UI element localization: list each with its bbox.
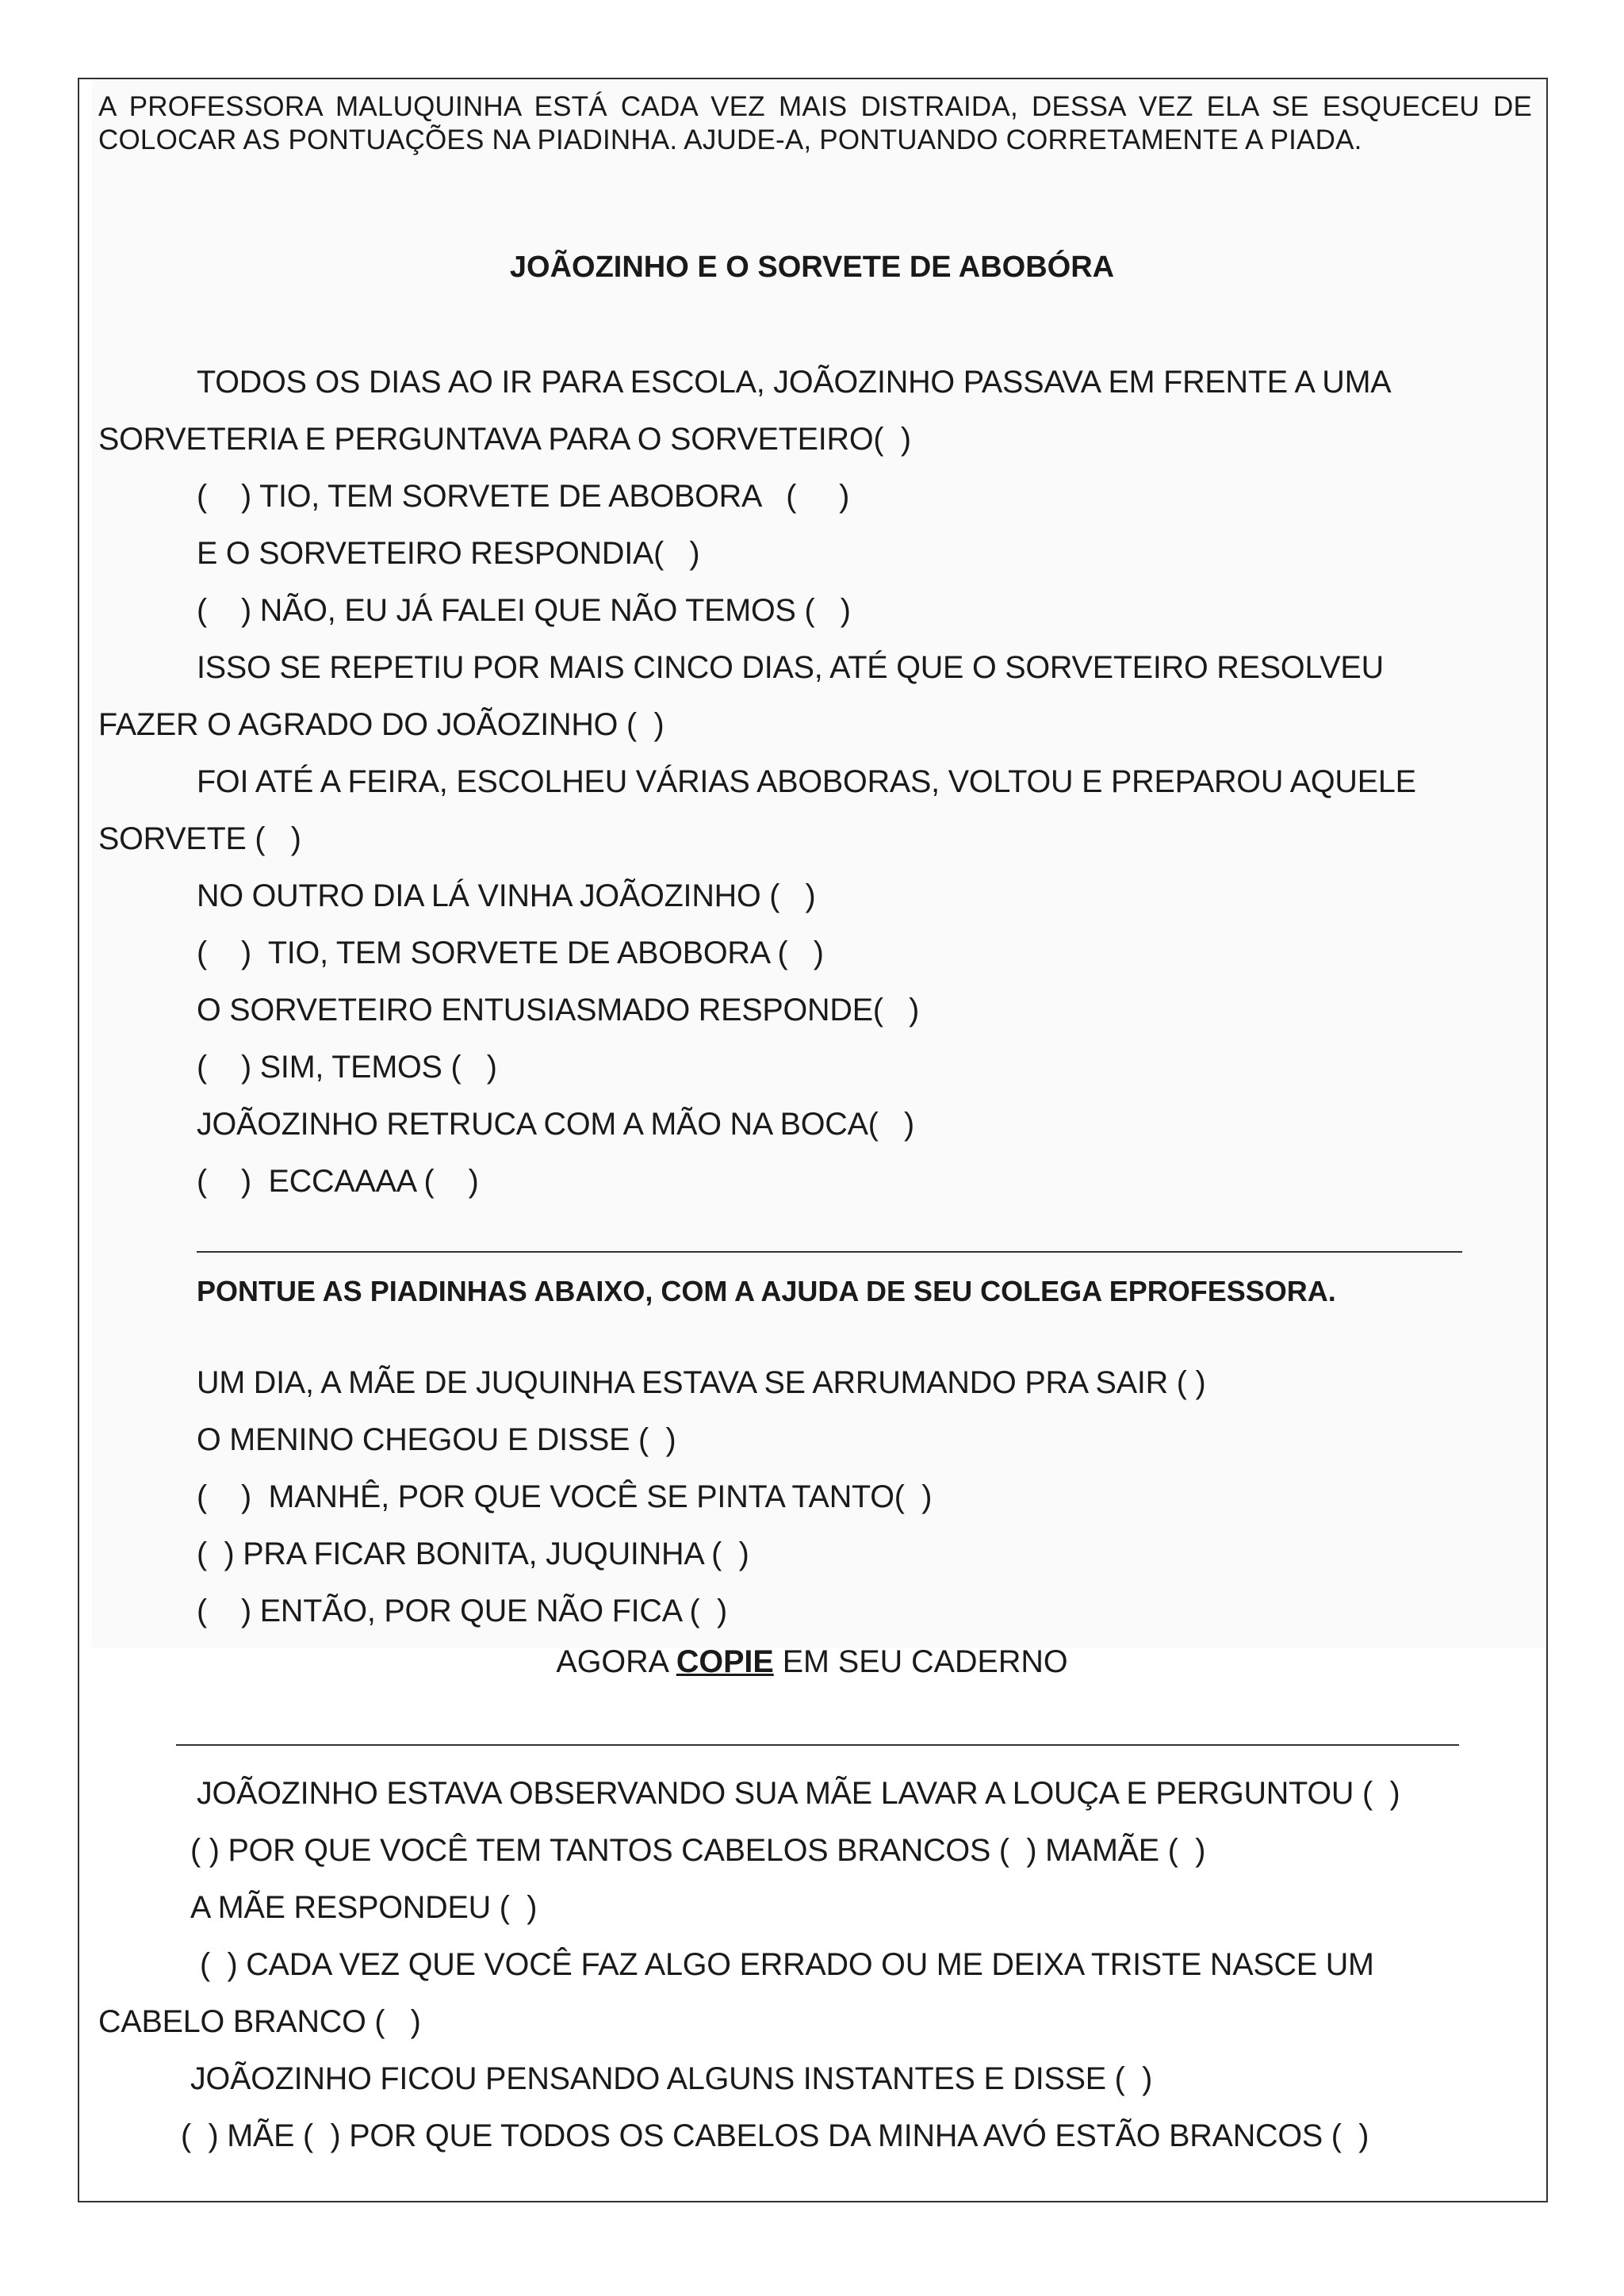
story2-line: ( ) MANHÊ, POR QUE VOCÊ SE PINTA TANTO( ) bbox=[197, 1479, 933, 1514]
story1-line: ( ) SIM, TEMOS ( ) bbox=[197, 1050, 497, 1085]
story1-line: SORVETE ( ) bbox=[98, 821, 301, 856]
section-heading: PONTUE AS PIADINHAS ABAIXO, COM A AJUDA DE SEU COLEGA EPROFESSORA. bbox=[197, 1275, 1336, 1307]
story3-line: CABELO BRANCO ( ) bbox=[98, 2004, 421, 2039]
story1-line: O SORVETEIRO ENTUSIASMADO RESPONDE( ) bbox=[197, 993, 920, 1027]
story1-line: JOÃOZINHO RETRUCA COM A MÃO NA BOCA( ) bbox=[197, 1107, 914, 1142]
story3-line: ( ) CADA VEZ QUE VOCÊ FAZ ALGO ERRADO OU ME DEIXA TRISTE NASCE UM bbox=[200, 1947, 1374, 1982]
divider-line bbox=[197, 1251, 1462, 1253]
story-title: JOÃOZINHO E O SORVETE DE ABOBÓRA bbox=[509, 251, 1115, 284]
copy-instruction-emphasis: COPIE bbox=[676, 1644, 774, 1679]
story2-line: ( ) ENTÃO, POR QUE NÃO FICA ( ) bbox=[197, 1594, 727, 1628]
story1-line: ( ) TIO, TEM SORVETE DE ABOBORA ( ) bbox=[197, 479, 850, 514]
story1-line: FOI ATÉ A FEIRA, ESCOLHEU VÁRIAS ABOBORAS, VOLTOU E PREPAROU AQUELE bbox=[197, 764, 1416, 799]
story3-line: ( ) POR QUE VOCÊ TEM TANTOS CABELOS BRANCOS ( ) MAMÃE ( ) bbox=[190, 1833, 1206, 1868]
story3-line: JOÃOZINHO ESTAVA OBSERVANDO SUA MÃE LAVAR A LOUÇA E PERGUNTOU ( ) bbox=[197, 1776, 1400, 1811]
copy-instruction-after: EM SEU CADERNO bbox=[773, 1644, 1068, 1679]
story1-line: E O SORVETEIRO RESPONDIA( ) bbox=[197, 536, 700, 571]
story1-line: ISSO SE REPETIU POR MAIS CINCO DIAS, ATÉ QUE O SORVETEIRO RESOLVEU bbox=[197, 650, 1384, 685]
story3-line: A MÃE RESPONDEU ( ) bbox=[190, 1890, 538, 1925]
story1-line: ( ) ECCAAAA ( ) bbox=[197, 1164, 479, 1199]
story3-line: JOÃOZINHO FICOU PENSANDO ALGUNS INSTANTES E DISSE ( ) bbox=[190, 2061, 1153, 2096]
story2-line: UM DIA, A MÃE DE JUQUINHA ESTAVA SE ARRUMANDO PRA SAIR ( ) bbox=[197, 1365, 1206, 1400]
copy-instruction-before: AGORA bbox=[556, 1644, 676, 1679]
story1-line: NO OUTRO DIA LÁ VINHA JOÃOZINHO ( ) bbox=[197, 878, 816, 913]
instructions-text: A PROFESSORA MALUQUINHA ESTÁ CADA VEZ MAIS DISTRAIDA, DESSA VEZ ELA SE ESQUECEU DE COLOCAR AS PONTUAÇÕES NA PIADINHA. AJUDE-A, PONTUANDO CORRETAMENTE A PIADA. bbox=[98, 91, 1532, 155]
story3-line: ( ) MÃE ( ) POR QUE TODOS OS CABELOS DA MINHA AVÓ ESTÃO BRANCOS ( ) bbox=[181, 2118, 1369, 2153]
story1-line: ( ) TIO, TEM SORVETE DE ABOBORA ( ) bbox=[197, 936, 824, 970]
story1-line: ( ) NÃO, EU JÁ FALEI QUE NÃO TEMOS ( ) bbox=[197, 593, 851, 628]
story2-line: ( ) PRA FICAR BONITA, JUQUINHA ( ) bbox=[197, 1536, 749, 1571]
divider-line bbox=[176, 1744, 1459, 1746]
story1-line: FAZER O AGRADO DO JOÃOZINHO ( ) bbox=[98, 707, 665, 742]
story2-line: O MENINO CHEGOU E DISSE ( ) bbox=[197, 1422, 676, 1457]
story1-line: SORVETERIA E PERGUNTAVA PARA O SORVETEIRO( ) bbox=[98, 422, 911, 457]
shaded-area bbox=[92, 79, 1545, 1647]
copy-instruction bbox=[0, 1644, 1624, 1680]
story1-line: TODOS OS DIAS AO IR PARA ESCOLA, JOÃOZINHO PASSAVA EM FRENTE A UMA bbox=[197, 365, 1392, 400]
